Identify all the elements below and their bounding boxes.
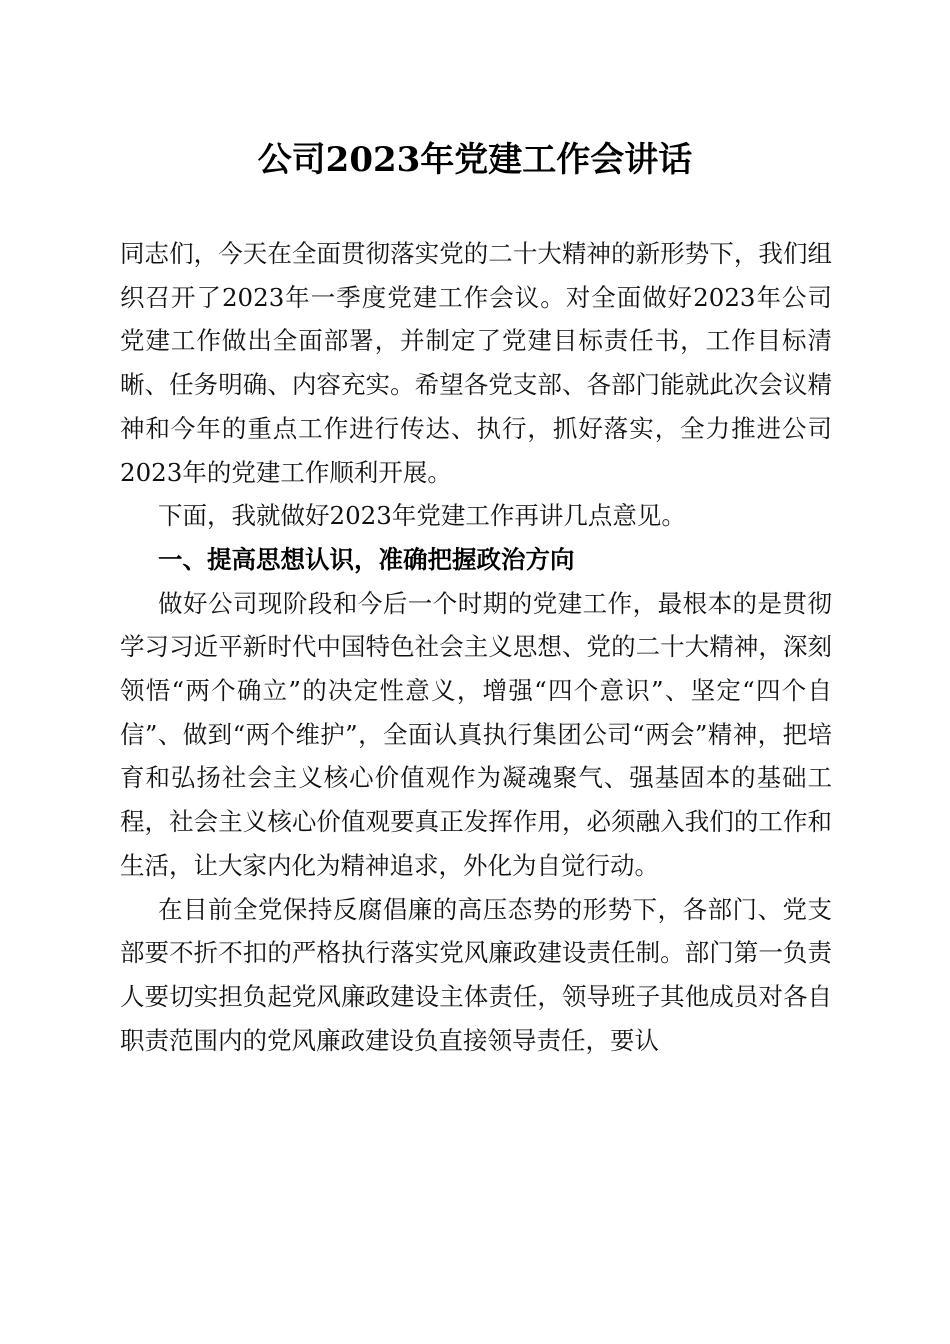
opening-paragraph: 同志们，今天在全面贯彻落实党的二十大精神的新形势下，我们组织召开了2023年一季度党建工作会议。对全面做好2023年公司党建工作做出全面部署，并制定了党建目标责任书，工作目标清晰、任务明确、内容充实。希望各党支部、各部门能就此次会议精神和今年的重点工作进行传达、执行，抓好落实，全力推进公司2023年的党建工作顺利开展。	[120, 239, 832, 487]
section-heading-1: 一、提高思想认识，准确把握政治方向	[158, 544, 575, 574]
document-body	[120, 232, 832, 1062]
section-1-paragraph-1: 做好公司现阶段和今后一个时期的党建工作，最根本的是贯彻学习习近平新时代中国特色社会主义思想、党的二十大精神，深刻领悟“两个确立”的决定性意义，增强“四个意识”、坚定“四个自信”、做到“两个维护”，全面认真执行集团公司“两会”精神，把培育和弘扬社会主义核心价值观作为凝魂聚气、强基固本的基础工程，社会主义核心价值观要真正发挥作用，必须融入我们的工作和生活，让大家内化为精神追求，外化为自觉行动。	[120, 588, 832, 880]
transition-paragraph: 下面，我就做好2023年党建工作再讲几点意见。	[158, 501, 686, 531]
section-1-paragraph-2: 在目前全党保持反腐倡廉的高压态势的形势下，各部门、党支部要不折不扣的严格执行落实党风廉政建设责任制。部门第一负责人要切实担负起党风廉政建设主体责任，领导班子其他成员对各自职责范围内的党风廉政建设负直接领导责任，要认	[120, 894, 832, 1055]
document-title: 公司2023年党建工作会讲话	[257, 140, 693, 180]
